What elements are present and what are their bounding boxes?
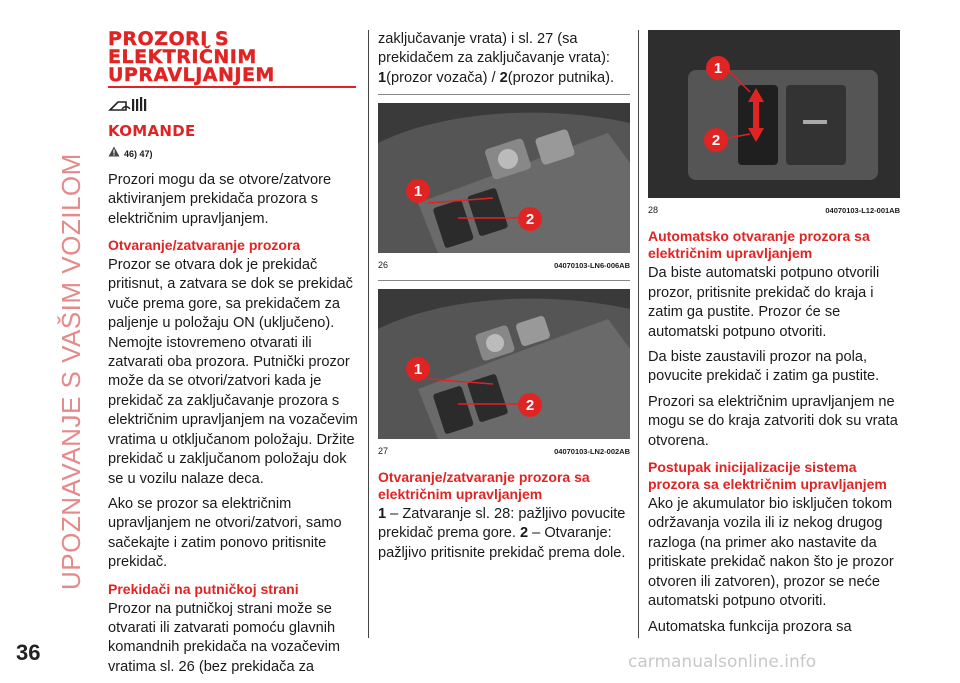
paragraph: Prozori sa električnim upravljanjem ne mogu se do kraja zatvoriti dok su vrata otvorena. [648,393,898,449]
paragraph: Ako se prozor sa električnim upravljanjem ne otvori/zatvori, samo sačekajte i zatim ponovo pritisnite prekidač. [108,495,342,571]
ref-text: – Zatvaranje sl. 28: pažljivo povucite prekidač prema gore. [378,506,626,542]
ref-text: (prozor vozača) / [386,69,500,86]
svg-text:1: 1 [413,360,423,378]
paragraph: Prozor se otvara dok je prekidač pritisnut, a zatvara se dok se prekidač vuče prema gore, sa prekidačem za paljenje u položaju ON (uključeno). Nemojte istovremeno otvarati ili zatvarati oba prozora. Putnički prozor može da se otvori/zatvori kada je prekidač za zaključavanje prozora s električnim upravljanjem na vozačevim vratima u otključanom položaju. Držite prekidač u zaključanom položaju dok se u vozilu nalaze deca. [108,257,358,487]
svg-text:2: 2 [525,396,535,414]
paragraph: Automatska funkcija prozora sa [648,618,852,635]
page-number: 36 [16,640,41,665]
power-window-icon [108,96,360,116]
warning-refs: 46) 47) [124,149,153,160]
column-1 [108,30,360,683]
paragraph: zaključavanje vrata) i sl. 27 (sa prekidačem za zaključavanje vrata): [378,31,610,67]
figure-27 [378,289,630,461]
ref-number: 1 [378,69,387,86]
column-divider [638,30,639,638]
subsection-title: KOMANDE [108,122,196,140]
figure-code: 04070103-L12-001AB [825,206,900,215]
section-title-line: UPRAVLJANJEM [108,64,275,86]
svg-text:1: 1 [413,183,423,201]
section-heading: Automatsko otvaranje prozora sa električnim upravljanjem [648,228,870,262]
figure-caption [378,442,630,461]
window-switch-closeup-photo [648,30,900,198]
paragraph: Da biste automatski potpuno otvorili prozor, pritisnite prekidač do kraja i zatim ga pustite. Prozor će se automatski potpuno otvoriti. [648,265,880,340]
title-rule [108,86,356,88]
section-heading: Otvaranje/zatvaranje prozora [108,237,301,254]
figure-26 [378,103,630,275]
warning-triangle-icon [108,145,120,164]
column-divider [368,30,369,638]
column-3 [648,30,900,643]
ref-number: 1 [378,506,387,523]
svg-text:2: 2 [711,132,721,149]
warning-reference [108,145,360,164]
side-title-text: UPOZNAVANJE S VAŠIM VOZILOM [56,153,86,590]
ref-text: – Otvaranje: pažljivo pritisnite prekidač prema dole. [378,525,626,561]
figure-code: 04070103-LN6-006AB [554,261,630,271]
svg-text:1: 1 [713,60,723,77]
figure-28 [648,30,900,220]
paragraph [378,69,630,88]
figure-number: 27 [378,445,389,456]
column-2 [378,30,630,569]
figure-number: 26 [378,260,389,271]
watermark: carmanualsonline.info [628,652,817,672]
svg-text:2: 2 [525,211,535,229]
figure-number: 28 [648,205,659,215]
paragraph: Prozori mogu da se otvore/zatvore aktiviranjem prekidača prozora s električnim upravljanjem. [108,171,332,227]
paragraph: Da biste zaustavili prozor na pola, povucite prekidač i zatim ga pustite. [648,349,880,385]
figure-rule [378,280,630,281]
side-section-title [48,10,88,610]
figure-caption [648,201,900,220]
figure-caption [378,256,630,275]
ref-text: (prozor putnika). [507,69,615,86]
door-switch-lock-photo [378,289,630,439]
section-heading: Postupak inicijalizacije sistema prozora sa električnim upravljanjem [648,459,887,493]
figure-code: 04070103-LN2-002AB [554,446,630,456]
paragraph: Ako je akumulator bio isključen tokom održavanja vozila ili iz nekog drugog razloga (na primer ako nastavite da pritiskate prekidač nakon što je prozor otvoren ili zatvoren), prozor se neće automatski potpuno otvoriti. [648,496,894,610]
door-switch-photo [378,103,630,253]
paragraph: Prozor na putničkoj strani može se otvarati ili zatvarati pomoću glavnih komandnih prekidača na vozačevim vratima sl. 26 (bez prekidača za [108,600,341,675]
section-heading: Otvaranje/zatvaranje prozora sa električnim upravljanjem [378,469,590,503]
section-heading: Prekidači na putničkoj strani [108,580,299,597]
figure-rule [378,94,630,95]
ref-number: 2 [499,69,508,86]
section-title-line: ELEKTRIČNIM [108,46,257,68]
ref-number: 2 [519,525,529,542]
paragraph [378,505,630,563]
section-title-line: PROZORI S [108,28,230,50]
